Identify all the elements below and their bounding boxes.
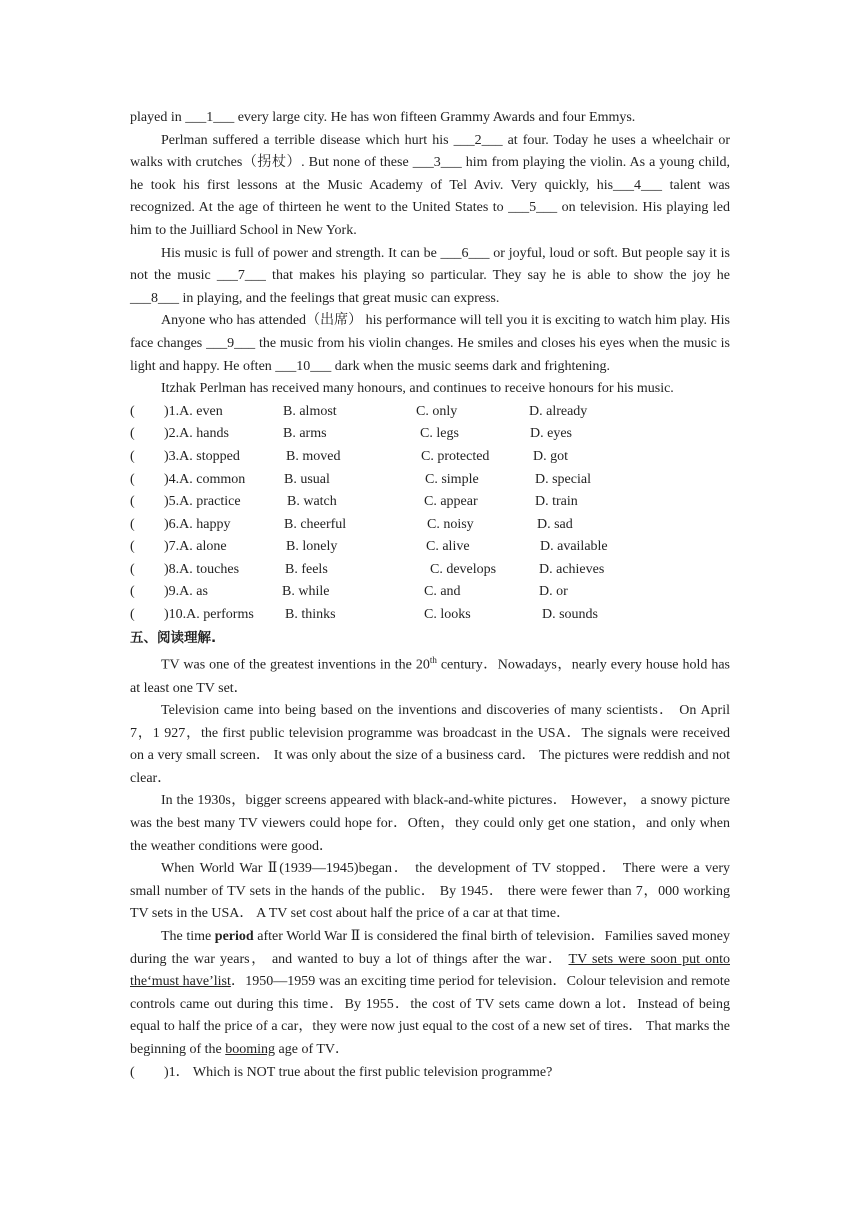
option-d: D. sounds <box>542 607 599 623</box>
option-b: B. moved <box>286 448 341 464</box>
option-a: )2.A. hands <box>164 426 229 442</box>
question-row <box>130 491 730 514</box>
text-run: age of TV． <box>275 1042 350 1057</box>
question-row <box>130 536 730 559</box>
reading-paragraph-1 <box>130 649 730 700</box>
option-a: )9.A. as <box>164 584 208 600</box>
option-d: D. or <box>539 584 568 600</box>
option-d: D. already <box>529 403 588 419</box>
text-run: The time <box>161 929 215 945</box>
option-c: C. alive <box>426 539 470 555</box>
option-c: C. simple <box>425 471 479 487</box>
option-b: B. while <box>282 584 330 600</box>
answer-bracket[interactable]: ( <box>130 448 135 464</box>
cloze-paragraph-1: Perlman suffered a terrible disease which hurt his ___2___ at four. Today he uses a wheelchair or walks with crutches（拐杖）. But none of these ___3___ him from playing the violin. As a young child, he took his first lessons at the Music Academy of Tel Aviv. Very quickly, his___4___ talent was recognized. At the age of thirteen he went to the United States to ___5___ on television. His playing led him to the Juilliard School in New York. <box>130 132 730 238</box>
section-title: 五、阅读理解. <box>130 629 217 646</box>
option-a: )8.A. touches <box>164 561 240 577</box>
reading-paragraph-2: Television came into being based on the inventions and discoveries of many scientists． On April 7，1 927，the first public television programme was broadcast in the USA．The signals were received on a very small screen． It was only about the size of a business card． The pictures were reddish and not clear． <box>130 703 730 786</box>
underlined-sentence: TV sets were soon put onto the‘must have’list <box>130 951 730 990</box>
cloze-paragraph-4: Itzhak Perlman has received many honours, and continues to receive honours for his music. <box>161 381 674 397</box>
option-b: B. almost <box>283 403 337 419</box>
reading-paragraph-4: When World War Ⅱ(1939—1945)began． the development of TV stopped． There were a very small number of TV sets in the hands of the public． By 1945． there were fewer than 7，000 working TV sets in the USA． A TV set cost about half the price of a car at that time． <box>130 861 730 922</box>
option-d: D. achieves <box>539 561 605 577</box>
option-b: B. lonely <box>286 539 338 555</box>
option-b: B. arms <box>283 426 327 442</box>
answer-bracket[interactable]: ( <box>130 516 135 532</box>
answer-bracket[interactable]: ( <box>130 1064 135 1080</box>
option-c: C. legs <box>420 426 459 442</box>
question-row <box>130 514 730 537</box>
option-d: D. got <box>533 448 568 464</box>
answer-bracket[interactable]: ( <box>130 584 135 600</box>
answer-bracket[interactable]: ( <box>130 607 135 623</box>
text-run: after World War Ⅱ is considered the final birth of television．Families saved money during the war years， and wanted to buy a lot of things after the war． <box>130 929 730 967</box>
question-row <box>130 469 730 492</box>
answer-bracket[interactable]: ( <box>130 403 135 419</box>
option-c: C. protected <box>421 448 490 464</box>
question-row <box>130 423 730 446</box>
question-row <box>130 604 730 627</box>
option-d: D. special <box>535 471 591 487</box>
option-a: )1.A. even <box>164 403 223 419</box>
question-row <box>130 401 730 424</box>
option-c: C. only <box>416 403 458 419</box>
option-b: B. watch <box>287 494 337 510</box>
question-row <box>130 559 730 582</box>
reading-paragraph-5 <box>130 926 730 1062</box>
option-d: D. train <box>535 494 578 510</box>
answer-bracket[interactable]: ( <box>130 561 135 577</box>
option-d: D. available <box>540 539 608 555</box>
option-a: )6.A. happy <box>164 516 231 532</box>
underlined-word: booming <box>225 1042 276 1057</box>
option-c: C. looks <box>424 607 471 623</box>
text-run: century．Nowadays，nearly every house hold has at least one TV set． <box>130 657 730 696</box>
text-run: TV was one of the greatest inventions in the 20 <box>161 657 430 673</box>
option-b: B. feels <box>285 561 328 577</box>
bold-word: period <box>214 929 254 945</box>
question-text: )1． Which is NOT true about the first public television programme? <box>164 1064 553 1080</box>
option-c: C. appear <box>424 494 478 510</box>
option-b: B. cheerful <box>284 516 347 532</box>
option-c: C. noisy <box>427 516 474 532</box>
option-a: )10.A. performs <box>164 607 254 623</box>
option-b: B. usual <box>284 471 330 487</box>
option-c: C. and <box>424 584 461 600</box>
answer-bracket[interactable]: ( <box>130 494 135 510</box>
answer-bracket[interactable]: ( <box>130 426 135 442</box>
option-a: )7.A. alone <box>164 539 227 555</box>
reading-paragraph-3: In the 1930s，bigger screens appeared with black-and-white pictures． However， a snowy picture was the best many TV viewers could hope for．Often，they could only get one station，and only when the weather conditions were good． <box>130 793 730 854</box>
cloze-paragraph-0: played in ___1___ every large city. He has won fifteen Grammy Awards and four Emmys. <box>130 110 636 125</box>
option-a: )3.A. stopped <box>164 448 240 464</box>
option-a: )5.A. practice <box>164 494 241 510</box>
option-c: C. develops <box>430 561 497 577</box>
superscript: th <box>429 655 437 666</box>
option-d: D. eyes <box>530 426 572 442</box>
text-run: ．1950—1959 was an exciting time period for television．Colour television and remote controls came out during this time．By 1955．the cost of TV sets came down a lot．Instead of being equal to half the price of a car，they were now just equal to the cost of a new set of tires． That marks the beginning of the <box>130 974 731 1057</box>
cloze-paragraph-3: Anyone who has attended（出席） his performance will tell you it is exciting to watch him play. His face changes ___9___ the music from his violin changes. He smiles and closes his eyes when the music is light and happy. He often ___10___ dark when the music seems dark and frightening. <box>130 313 730 374</box>
question-row <box>130 581 730 604</box>
question-row <box>130 446 730 469</box>
question-list <box>130 401 730 627</box>
answer-bracket[interactable]: ( <box>130 471 135 487</box>
answer-bracket[interactable]: ( <box>130 539 135 555</box>
option-a: )4.A. common <box>164 471 246 487</box>
option-b: B. thinks <box>285 607 336 623</box>
reading-question-row <box>130 1062 730 1085</box>
cloze-paragraph-2: His music is full of power and strength. It can be ___6___ or joyful, loud or soft. But people say it is not the music ___7___ that makes his playing so particular. They say he is able to show the joy he ___8___ in playing, and the feelings that great music can express. <box>130 245 730 306</box>
document-page <box>130 107 730 1084</box>
option-d: D. sad <box>537 516 573 532</box>
